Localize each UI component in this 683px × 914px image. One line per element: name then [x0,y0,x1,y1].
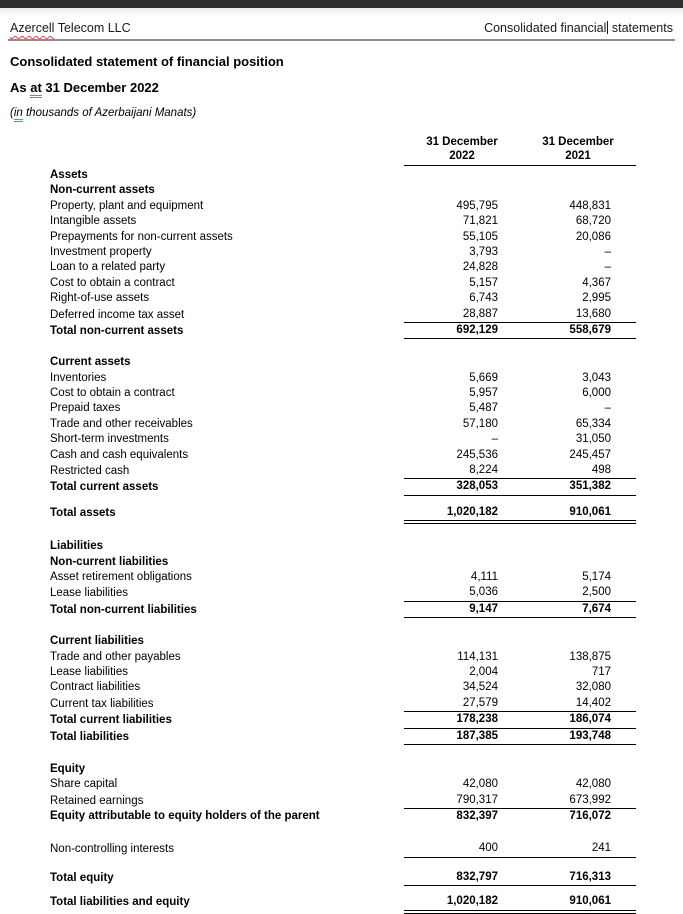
row-values [404,463,636,479]
table-row [0,230,683,245]
value-2022: 9,147 [469,602,498,615]
row-values [404,371,636,386]
row-label: Deferred income tax asset [50,308,185,321]
value-2022: 5,036 [469,586,498,599]
table-row [0,894,683,910]
value-2022: 34,524 [462,681,498,694]
value-2022: 692,129 [456,323,498,336]
value-2021: 558,679 [569,323,611,336]
row-label: Non-current liabilities [50,555,169,568]
row-label: Total current liabilities [50,714,172,727]
row-label: Prepaid taxes [50,402,121,415]
row-label: Total assets [50,506,116,519]
value-2022: 5,957 [469,387,498,400]
table-row [0,585,683,601]
row-label: Contract liabilities [50,681,141,694]
value-2022: 187,385 [456,729,498,742]
row-label: Property, plant and equipment [50,199,204,212]
row-values [404,401,636,416]
table-row [0,276,683,291]
row-label: Retained earnings [50,794,144,807]
value-2022: 8,224 [469,464,498,477]
value-2021: 186,074 [569,713,611,726]
value-2021: – [604,261,611,274]
value-2022: 790,317 [456,793,498,806]
table-row [0,696,683,712]
row-values [404,729,636,745]
table-row [0,539,683,554]
row-label: Inventories [50,371,107,384]
table-row [0,168,683,183]
table-row [0,307,683,323]
table-row [0,793,683,809]
value-2021: 2,995 [582,292,611,305]
row-label: Total non-current assets [50,324,184,337]
row-values [404,870,636,886]
table-row [0,214,683,229]
row-values [404,585,636,601]
value-2021: 241 [591,842,611,855]
table-row [0,712,683,728]
value-2022: 328,053 [456,480,498,493]
value-2022: – [491,433,498,446]
table-row [0,777,683,792]
value-2022: 4,111 [470,570,498,583]
row-values [404,665,636,680]
row-values [404,291,636,306]
table-row [0,199,683,214]
value-2021: 6,000 [582,387,611,400]
table-row [0,371,683,386]
value-2021: 4,367 [582,276,611,289]
row-values [404,841,636,857]
row-label: Cash and cash equivalents [50,448,189,461]
row-values [404,809,636,824]
value-2022: 1,020,182 [446,505,498,518]
table-row [0,260,683,275]
header-right-label: Consolidated financial statements [484,21,673,35]
value-2021: 32,080 [575,681,611,694]
value-2021: – [604,402,611,415]
table-row [0,432,683,447]
page-subtitle: As at 31 December 2022 [10,80,683,95]
row-label: Current tax liabilities [50,697,154,710]
table-column-headers [404,136,636,166]
value-2022: 3,793 [469,245,498,258]
row-label: Equity [50,762,86,775]
value-2021: 65,334 [575,417,611,430]
table-row [0,479,683,495]
value-2022: 5,669 [469,371,498,384]
row-values [404,245,636,260]
row-label: Cost to obtain a contract [50,387,175,400]
value-2021: 498 [591,464,611,477]
table-row [0,463,683,479]
value-2022: 5,157 [469,276,498,289]
row-values [404,570,636,585]
row-values [404,276,636,291]
units-note: (in thousands of Azerbaijani Manats) [10,107,683,119]
row-label: Total non-current liabilities [50,603,197,616]
spellcheck-word: Azercell [10,21,55,35]
page-top-shadow [0,8,683,16]
value-2021: 448,831 [569,199,611,212]
company-name: Azercell Telecom LLC [10,21,131,35]
value-2022: 6,743 [469,292,498,305]
value-2022: 42,080 [462,778,498,791]
table-row [0,417,683,432]
row-label: Equity attributable to equity holders of the parent [50,810,320,823]
table-row [0,505,683,521]
value-2021: 716,313 [569,870,611,883]
row-values [404,505,636,521]
row-label: Current assets [50,356,131,369]
table-row [0,841,683,857]
grammarcheck-word: in [14,107,23,122]
value-2022: 832,797 [456,870,498,883]
value-2022: 57,180 [462,417,498,430]
row-label: Right-of-use assets [50,292,150,305]
row-values [404,417,636,432]
value-2021: 7,674 [582,602,611,615]
table-row [0,634,683,649]
value-2022: 114,131 [457,650,498,663]
row-label: Non-current assets [50,184,155,197]
table-body [0,168,683,911]
row-values [404,894,636,910]
table-row [0,680,683,695]
table-row [0,602,683,618]
table-row [0,809,683,824]
value-2022: 495,795 [456,199,498,212]
row-label: Share capital [50,778,118,791]
table-row [0,762,683,777]
row-values [404,260,636,275]
row-values [404,680,636,695]
row-label: Short-term investments [50,433,169,446]
value-2021: 245,457 [569,448,611,461]
row-label: Liabilities [50,540,104,553]
row-label: Total liabilities [50,730,130,743]
value-2022: 28,887 [462,307,498,320]
table-row [0,870,683,886]
value-2021: 20,086 [575,230,611,243]
row-label: Asset retirement obligations [50,570,192,583]
column-header-2022: 31 December 2022 [426,136,498,162]
value-2021: 13,680 [575,307,611,320]
row-label: Non-controlling interests [50,843,175,856]
row-values [404,650,636,665]
value-2022: 2,004 [469,665,498,678]
header-divider [8,39,675,41]
value-2022: 400 [478,842,498,855]
table-row [0,386,683,401]
table-row [0,291,683,306]
value-2021: 716,072 [569,810,611,823]
table-row [0,183,683,198]
table-row [0,555,683,570]
row-label: Assets [50,169,88,181]
row-values [404,793,636,809]
page-title: Consolidated statement of financial position [10,54,284,69]
table-row [0,665,683,680]
value-2021: 3,043 [582,371,611,384]
grammarcheck-word: at [30,80,42,98]
row-label: Prepayments for non-current assets [50,230,233,243]
table-row [0,323,683,339]
value-2022: 832,397 [456,810,498,823]
row-values [404,214,636,229]
table-row [0,355,683,370]
row-label: Intangible assets [50,215,137,228]
column-header-2021: 31 December 2021 [542,136,614,162]
table-row [0,401,683,416]
table-row [0,448,683,463]
row-values [404,199,636,214]
value-2021: 138,875 [569,650,611,663]
row-values [404,432,636,447]
row-values [404,602,636,618]
value-2021: 31,050 [575,433,611,446]
table-row [0,729,683,745]
value-2022: 245,536 [456,448,498,461]
table-row [0,650,683,665]
value-2022: 27,579 [462,696,498,709]
row-label: Trade and other receivables [50,417,193,430]
value-2021: 14,402 [575,696,611,709]
row-values [404,479,636,495]
window-top-bar [0,0,683,8]
table-row [0,245,683,260]
row-values [404,230,636,245]
value-2021: 673,992 [569,793,611,806]
document-header [0,16,683,38]
row-label: Total current assets [50,481,159,494]
row-label: Lease liabilities [50,587,128,600]
value-2021: 910,061 [569,895,611,908]
value-2021: 2,500 [582,586,611,599]
value-2022: 24,828 [462,261,498,274]
value-2022: 71,821 [462,215,498,228]
value-2021: 42,080 [575,778,611,791]
row-values [404,777,636,792]
row-label: Lease liabilities [50,665,128,678]
row-label: Cost to obtain a contract [50,276,175,289]
row-values [404,712,636,728]
value-2021: 5,174 [582,570,611,583]
value-2021: 910,061 [569,505,611,518]
row-label: Trade and other payables [50,650,181,663]
value-2021: 193,748 [569,729,611,742]
value-2021: – [604,245,611,258]
row-label: Investment property [50,245,152,258]
value-2021: 68,720 [575,215,611,228]
value-2022: 55,105 [462,230,498,243]
row-label: Total equity [50,871,114,884]
row-values [404,386,636,401]
value-2021: 717 [591,665,611,678]
value-2022: 1,020,182 [446,895,498,908]
value-2022: 178,238 [456,713,498,726]
row-label: Current liabilities [50,635,144,648]
row-values [404,307,636,323]
value-2021: 351,382 [569,480,611,493]
row-values [404,696,636,712]
row-values [404,448,636,463]
row-label: Restricted cash [50,465,130,478]
row-label: Loan to a related party [50,261,166,274]
value-2022: 5,487 [469,402,498,415]
table-row [0,570,683,585]
row-label: Total liabilities and equity [50,896,190,909]
row-values [404,323,636,339]
